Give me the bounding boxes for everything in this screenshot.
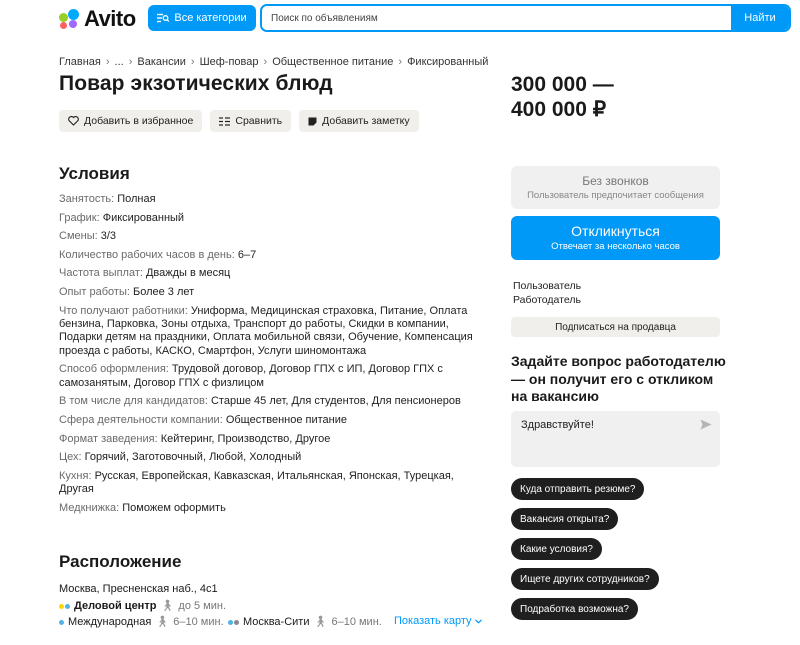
condition-value: Старше 45 лет, Для студентов, Для пенсионеров [210, 395, 461, 408]
metro-station [59, 599, 226, 612]
categories-icon [157, 13, 169, 23]
metro-time: 6–10 мин. [331, 615, 382, 628]
salary-from: 300 000 — [511, 73, 614, 96]
metro-line-icon [59, 616, 64, 628]
logo-text: Avito [84, 6, 136, 31]
condition-value: Полная [117, 193, 156, 205]
metro-name: Москва-Сити [243, 615, 310, 628]
quick-question-chip[interactable]: Подработка возможна? [511, 598, 638, 620]
condition-value: Русская, Европейская, Кавказская, Итальянская, Японская, Турецкая, Другая [59, 469, 454, 496]
chevron-down-icon [475, 619, 482, 624]
condition-key: Опыт работы: [59, 285, 133, 298]
metro-name: Деловой центр [74, 599, 157, 612]
condition-key: Занятость: [59, 193, 118, 205]
no-calls-button[interactable] [511, 166, 720, 209]
respond-subtitle: Отвечает за несколько часов [551, 241, 680, 252]
breadcrumb-separator: › [105, 56, 110, 68]
metro-station [228, 615, 382, 628]
condition-item [59, 470, 479, 497]
breadcrumb-item-ellipsis[interactable]: ... [114, 56, 124, 68]
breadcrumb-separator: › [263, 56, 268, 68]
note-icon [308, 117, 317, 126]
breadcrumb-separator: › [128, 56, 133, 68]
send-icon[interactable] [700, 419, 712, 430]
condition-item [59, 451, 479, 464]
quick-question-chip[interactable]: Ищете других сотрудников? [511, 568, 659, 590]
condition-key: Смены: [59, 230, 101, 243]
question-textarea[interactable] [511, 411, 720, 467]
metro-time: 6–10 мин. [173, 615, 224, 628]
condition-item [59, 267, 479, 280]
show-map-label: Показать карту [394, 615, 472, 627]
metro-time: до 5 мин. [178, 599, 227, 612]
condition-value: Горячий, Заготовочный, Любой, Холодный [84, 451, 302, 464]
condition-key: Частота выплат: [59, 267, 146, 280]
quick-question-chip[interactable]: Куда отправить резюме? [511, 478, 644, 500]
metro-station [59, 615, 224, 628]
condition-value: Дважды в месяц [145, 267, 231, 280]
condition-item [59, 502, 479, 515]
seller-info [513, 279, 581, 307]
location-address: Москва, Пресненская наб., 4с1 [59, 583, 218, 595]
condition-item [59, 363, 479, 390]
no-calls-subtitle: Пользователь предпочитает сообщения [527, 190, 704, 201]
condition-key: Цех: [59, 451, 85, 464]
condition-key: Количество рабочих часов в день: [59, 248, 238, 261]
question-text: Здравствуйте! [521, 419, 594, 431]
all-categories-label: Все категории [174, 12, 247, 24]
breadcrumb-item-chef[interactable]: Шеф-повар [199, 56, 259, 68]
metro-line-icon [59, 600, 70, 612]
condition-value: Униформа, Медицинская страховка, Питание, Оплата бензина, Парковка, Зоны отдыха, Транспорт до работы, Скидки в компании, Подарки детям на праздники, Оплата мобильной связи, Обучение, Компенсация проезда с работы, КАСКО, Смартфон, Услуги шиномонтажа [59, 304, 473, 357]
logo-dots-icon [59, 9, 79, 29]
condition-key: Что получают работники: [59, 304, 191, 317]
condition-value: Поможем оформить [122, 501, 226, 514]
add-favorite-button[interactable] [59, 110, 202, 132]
breadcrumb-separator: › [190, 56, 195, 68]
show-map-link[interactable] [394, 615, 482, 627]
avito-logo[interactable] [59, 6, 136, 32]
location-heading: Расположение [59, 552, 182, 571]
condition-value: Более 3 лет [132, 285, 195, 298]
salary-to: 400 000 ₽ [511, 98, 607, 121]
compare-button[interactable] [210, 110, 291, 132]
condition-value: Общественное питание [225, 413, 348, 426]
breadcrumb-item-catering[interactable]: Общественное питание [272, 56, 394, 68]
conditions-heading: Условия [59, 164, 130, 183]
quick-question-chip[interactable]: Вакансия открыта? [511, 508, 618, 530]
condition-key: График: [59, 211, 103, 224]
breadcrumb-separator: › [398, 56, 403, 68]
heart-icon [68, 116, 79, 126]
metro-line-icon [228, 616, 239, 628]
salary-price [511, 72, 614, 122]
add-note-label: Добавить заметку [322, 115, 410, 127]
breadcrumb-item-home[interactable]: Главная [59, 56, 101, 68]
respond-title: Откликнуться [571, 223, 660, 239]
subscribe-seller-button[interactable]: Подписаться на продавца [511, 317, 720, 337]
condition-item [59, 286, 479, 299]
condition-item [59, 249, 479, 262]
respond-button[interactable] [511, 216, 720, 260]
walking-icon: 🚶︎ [313, 616, 328, 628]
walking-icon: 🚶︎ [155, 616, 170, 628]
seller-name[interactable]: Пользователь [513, 280, 582, 292]
walking-icon: 🚶︎ [160, 600, 175, 612]
condition-key: Сфера деятельности компании: [59, 413, 226, 426]
condition-key: Медкнижка: [59, 501, 123, 514]
search-bar [260, 4, 791, 32]
breadcrumb [59, 56, 488, 68]
conditions-list [59, 193, 479, 520]
metro-name: Международная [68, 615, 152, 628]
condition-item [59, 395, 479, 408]
add-favorite-label: Добавить в избранное [84, 115, 194, 127]
no-calls-title: Без звонков [582, 174, 649, 188]
condition-item [59, 230, 479, 243]
ask-question-heading: Задайте вопрос работодателю — он получит его с откликом на вакансию [511, 353, 726, 404]
breadcrumb-item-vacancies[interactable]: Вакансии [137, 56, 186, 68]
quick-question-chip[interactable]: Какие условия? [511, 538, 602, 560]
condition-key: Способ оформления: [59, 363, 172, 376]
condition-value: Фиксированный [102, 211, 185, 224]
condition-item [59, 414, 479, 427]
condition-item [59, 433, 479, 446]
page-title: Повар экзотических блюд [59, 72, 333, 95]
condition-key: Формат заведения: [59, 432, 161, 445]
condition-value: Кейтеринг, Производство, Другое [160, 432, 331, 445]
add-note-button[interactable] [299, 110, 418, 132]
condition-item [59, 193, 479, 206]
condition-key: Кухня: [59, 469, 95, 482]
compare-label: Сравнить [235, 115, 283, 127]
condition-item [59, 305, 479, 359]
condition-item [59, 212, 479, 225]
all-categories-button[interactable] [148, 5, 256, 31]
condition-key: В том числе для кандидатов: [59, 395, 211, 408]
condition-value: 6–7 [237, 248, 257, 261]
search-button[interactable]: Найти [731, 6, 789, 30]
search-input[interactable] [262, 6, 731, 30]
condition-value: Трудовой договор, Договор ГПХ с ИП, Договор ГПХ с самозанятым, Договор ГПХ с физлицом [59, 363, 443, 389]
breadcrumb-item-fixed[interactable]: Фиксированный [407, 56, 489, 68]
condition-value: 3/3 [100, 230, 117, 243]
compare-icon [219, 117, 230, 126]
seller-role: Работодатель [513, 294, 581, 306]
action-row [59, 110, 419, 132]
